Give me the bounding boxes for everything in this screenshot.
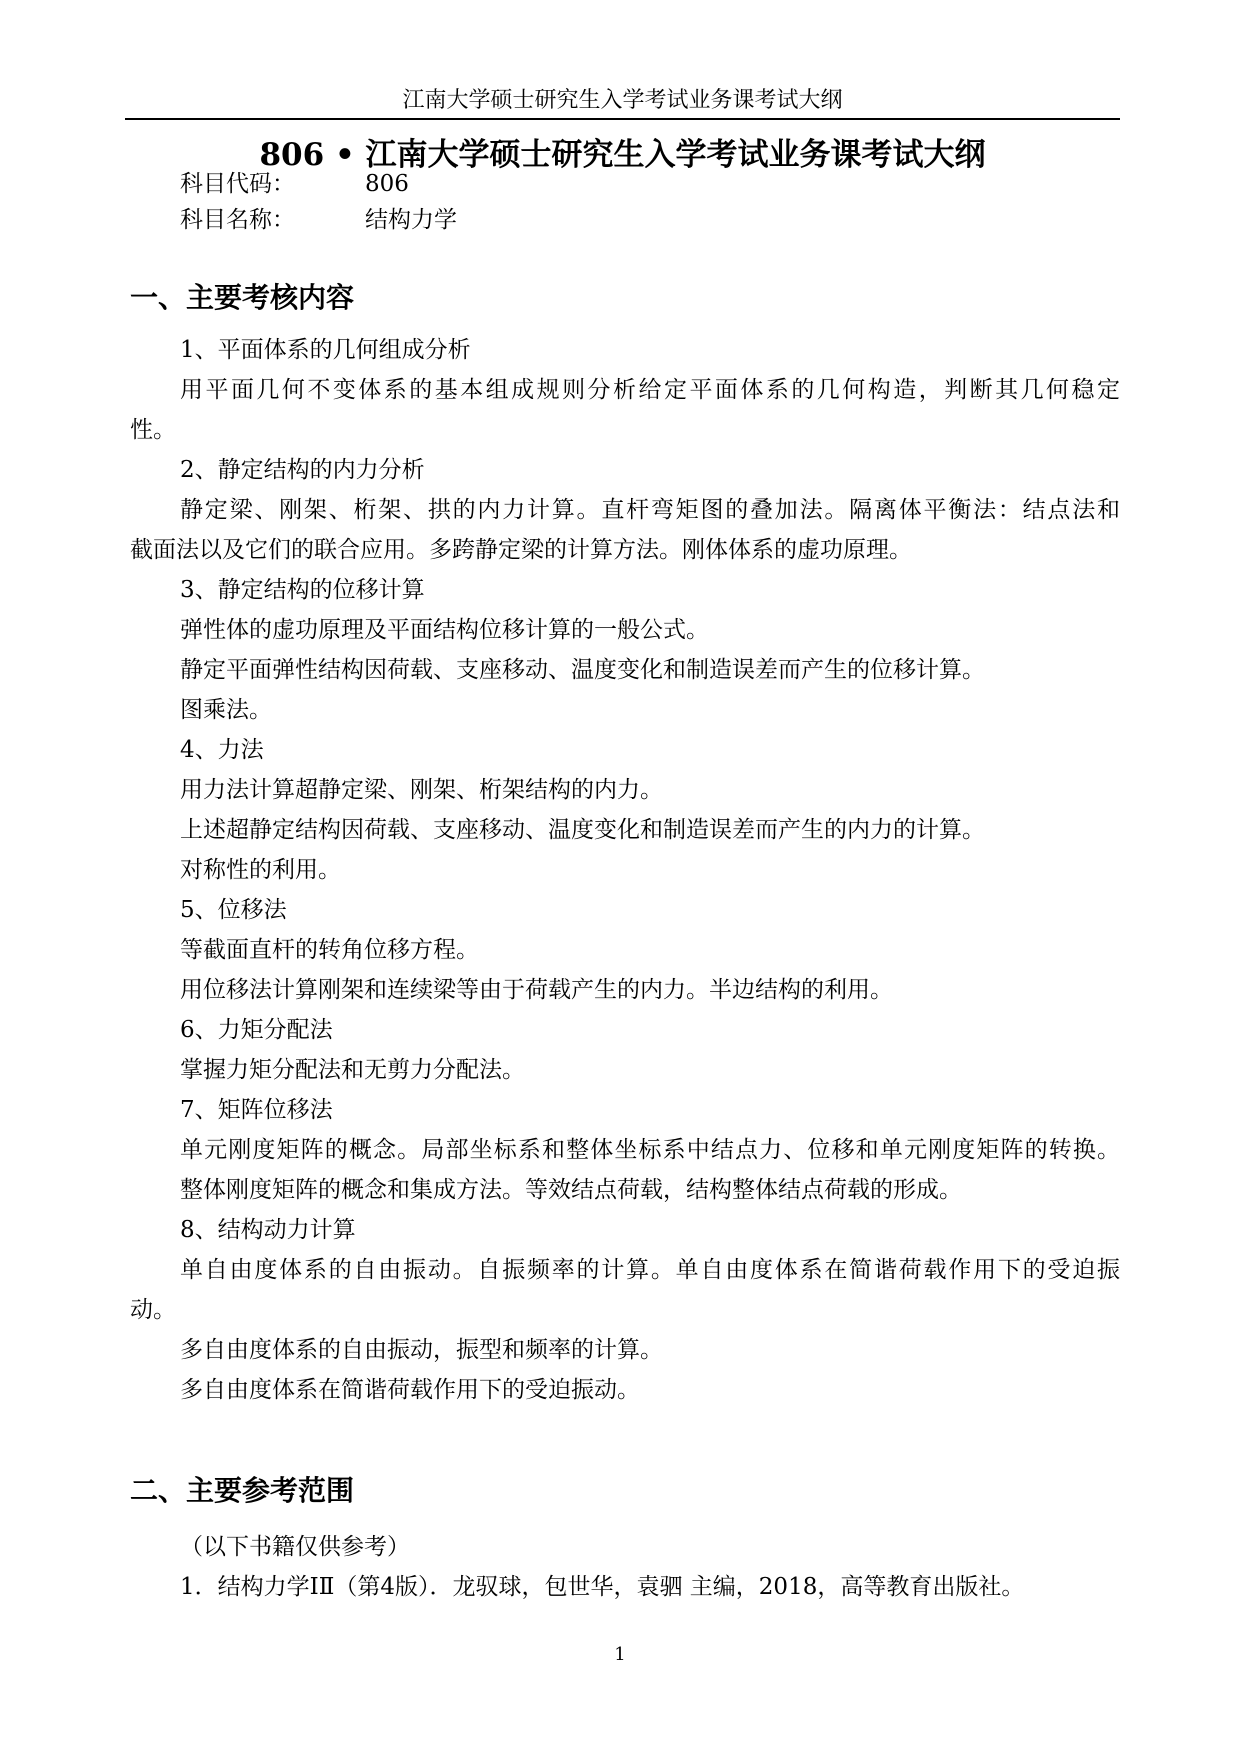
page-number: 1 — [614, 1644, 626, 1665]
subject-code-value: 806 — [365, 171, 409, 197]
paragraph-line: 图乘法。 — [180, 697, 272, 723]
document-title: 806 • 江南大学硕士研究生入学考试业务课考试大纲 — [259, 137, 986, 173]
paragraph-line: 单元刚度矩阵的概念。局部坐标系和整体坐标系中结点力、位移和单元刚度矩阵的转换。 — [180, 1137, 1120, 1163]
paragraph-line: 整体刚度矩阵的概念和集成方法。等效结点荷载，结构整体结点荷载的形成。 — [180, 1177, 962, 1203]
item-heading: 8、结构动力计算 — [180, 1217, 356, 1243]
paragraph-line: 单自由度体系的自由振动。自振频率的计算。单自由度体系在简谐荷载作用下的受迫振 — [180, 1257, 1120, 1283]
reference-note: （以下书籍仅供参考） — [180, 1534, 410, 1560]
paragraph-line: 等截面直杆的转角位移方程。 — [180, 937, 479, 963]
paragraph-line: 弹性体的虚功原理及平面结构位移计算的一般公式。 — [180, 617, 709, 643]
item-heading: 7、矩阵位移法 — [180, 1097, 333, 1123]
paragraph-line: 用平面几何不变体系的基本组成规则分析给定平面体系的几何构造，判断其几何稳定 — [180, 377, 1120, 403]
section-heading-references: 二、主要参考范围 — [130, 1474, 355, 1507]
item-heading: 1、平面体系的几何组成分析 — [180, 337, 471, 363]
item-heading: 3、静定结构的位移计算 — [180, 577, 425, 603]
subject-code-row — [180, 169, 409, 199]
subject-name-label: 科目名称： — [180, 207, 295, 233]
paragraph-line: 静定平面弹性结构因荷载、支座移动、温度变化和制造误差而产生的位移计算。 — [180, 657, 985, 683]
paragraph-line: 上述超静定结构因荷载、支座移动、温度变化和制造误差而产生的内力的计算。 — [180, 817, 985, 843]
paragraph-line: 掌握力矩分配法和无剪力分配法。 — [180, 1057, 525, 1083]
item-heading: 4、力法 — [180, 737, 264, 763]
paragraph-line: 用位移法计算刚架和连续梁等由于荷载产生的内力。半边结构的利用。 — [180, 977, 893, 1003]
paragraph-line: 用力法计算超静定梁、刚架、桁架结构的内力。 — [180, 777, 663, 803]
item-heading: 5、位移法 — [180, 897, 287, 923]
paragraph-line: 截面法以及它们的联合应用。多跨静定梁的计算方法。刚体体系的虚功原理。 — [130, 537, 912, 563]
running-header: 江南大学硕士研究生入学考试业务课考试大纲 — [402, 88, 843, 113]
paragraph-line: 性。 — [130, 417, 176, 443]
subject-name-value: 结构力学 — [365, 207, 457, 233]
paragraph-line: 动。 — [130, 1297, 176, 1323]
section-heading-content: 一、主要考核内容 — [130, 281, 355, 314]
reference-item: 1．结构力学ⅠⅡ（第4版）．龙驭球，包世华，袁驷 主编，2018，高等教育出版社。 — [180, 1574, 1025, 1600]
paragraph-line: 多自由度体系在简谐荷载作用下的受迫振动。 — [180, 1377, 640, 1403]
paragraph-line: 多自由度体系的自由振动，振型和频率的计算。 — [180, 1337, 663, 1363]
item-heading: 6、力矩分配法 — [180, 1017, 333, 1043]
subject-name-row — [180, 205, 457, 235]
subject-code-label: 科目代码： — [180, 171, 295, 197]
paragraph-line: 静定梁、刚架、桁架、拱的内力计算。直杆弯矩图的叠加法。隔离体平衡法：结点法和 — [180, 497, 1120, 523]
paragraph-line: 对称性的利用。 — [180, 857, 341, 883]
header-rule — [125, 118, 1120, 120]
item-heading: 2、静定结构的内力分析 — [180, 457, 425, 483]
